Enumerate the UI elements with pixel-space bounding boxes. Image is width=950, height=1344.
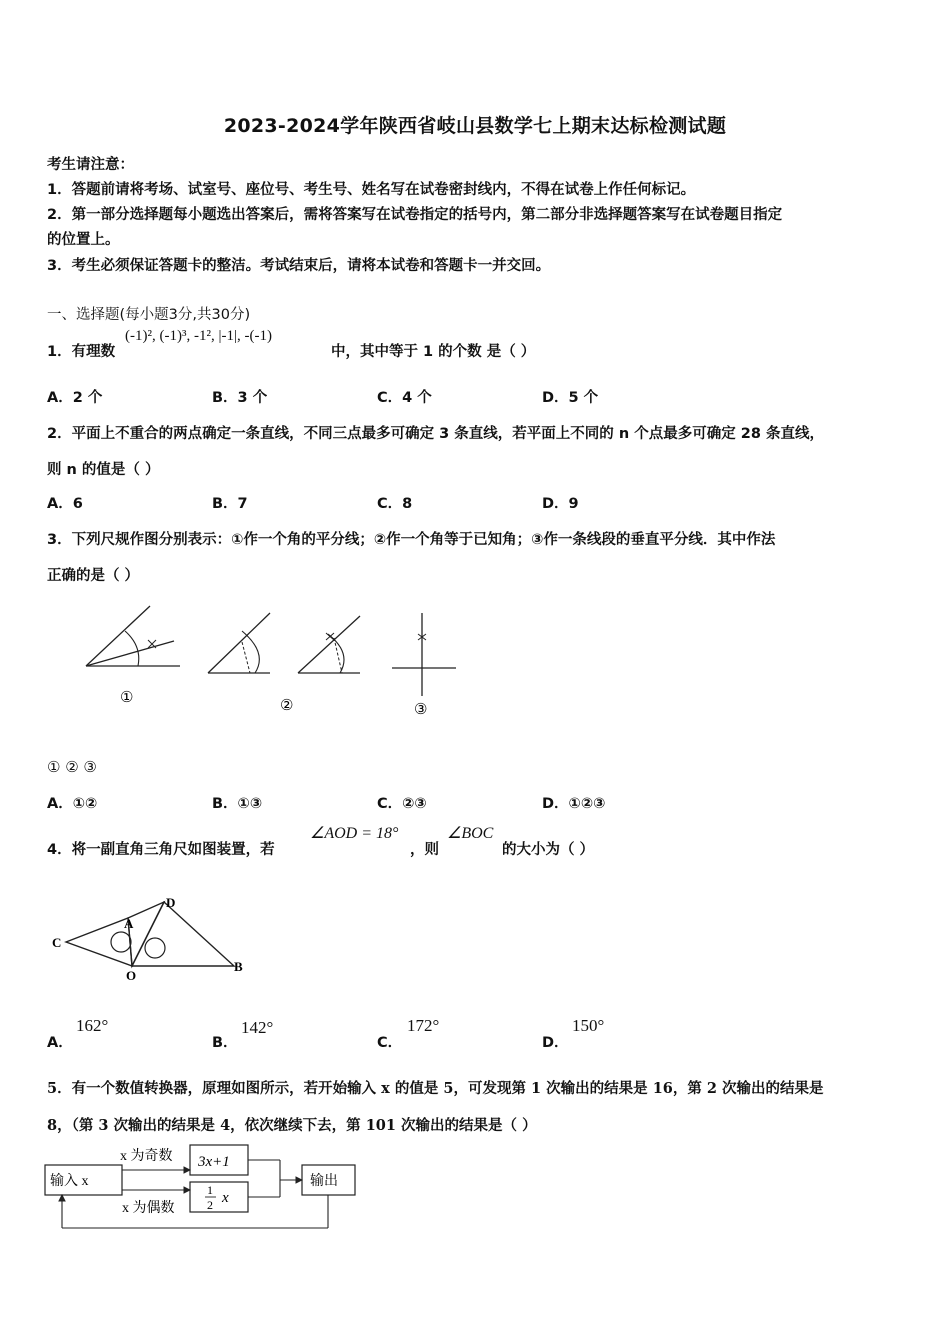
q4-angle-boc: ∠BOC <box>447 825 494 842</box>
q4-mid: ，则 <box>410 842 439 858</box>
q1-option-a: A．2 个 <box>47 390 103 406</box>
q1-option-d: D．5 个 <box>542 390 599 406</box>
notice-item-2: 2．第一部分选择题每小题选出答案后，需将答案写在试卷指定的括号内，第二部分非选择题答案写在试卷题目指定 <box>47 207 783 223</box>
flow-odd-label: x 为奇数 <box>120 1149 173 1164</box>
vertex-c: C <box>52 935 62 950</box>
q1-suffix: 中，其中等于 1 的个数 是（ ） <box>331 344 536 360</box>
figure-3-label: ③ <box>414 702 428 718</box>
q1-option-b: B．3 个 <box>212 390 268 406</box>
q4-option-c-letter: C． <box>377 1035 403 1051</box>
flow-even-num: 1 <box>207 1183 213 1197</box>
notice-item-1: 1．答题前请将考场、试室号、座位号、考生号、姓名写在试卷密封线内，不得在试卷上作任何标记。 <box>47 182 696 198</box>
vertex-a: A <box>124 916 134 931</box>
q1-option-c: C．4 个 <box>377 390 432 406</box>
q4-option-a-value: 162° <box>76 1016 109 1035</box>
notice-item-2-cont: 的位置上。 <box>47 232 120 248</box>
q3-option-b: B．①③ <box>212 796 263 812</box>
figure-4-perpendicular-bisector <box>392 613 456 718</box>
figure-2-copy-angle <box>208 613 293 714</box>
flow-even-var: x <box>222 1190 229 1206</box>
q2-option-d: D．9 <box>542 496 579 512</box>
flow-odd-formula: 3x+1 <box>198 1154 230 1170</box>
page-title: 2023-2024学年陕西省岐山县数学七上期末达标检测试题 <box>223 115 727 137</box>
vertex-o: O <box>126 968 137 983</box>
q4-prefix: 4．将一副直角三角尺如图装置，若 <box>47 842 275 858</box>
flow-even-label: x 为偶数 <box>122 1201 175 1216</box>
q3-line-1: 3．下列尺规作图分别表示：①作一个角的平分线；②作一个角等于已知角；③作一条线段的垂直平分线．其中作法 <box>47 532 776 548</box>
figure-1-label: ① <box>120 690 134 706</box>
q3-construction-figures <box>70 598 470 723</box>
q1-prefix: 1．有理数 <box>47 344 116 360</box>
flow-even-den: 2 <box>207 1198 213 1212</box>
figure-1-angle-bisector <box>86 606 180 706</box>
q5-flowchart <box>40 1140 370 1235</box>
q4-option-d-letter: D． <box>542 1035 569 1051</box>
section-heading: 一、选择题(每小题3分,共30分) <box>47 307 251 323</box>
vertex-d: D <box>166 895 176 910</box>
q2-option-c: C．8 <box>377 496 413 512</box>
q5-line-2: 8，（第 3 次输出的结果是 4，依次继续下去，第 101 次输出的结果是（ ） <box>47 1117 537 1134</box>
q2-line-1: 2．平面上不重合的两点确定一条直线，不同三点最多可确定 3 条直线，若平面上不同的 n 个点最多可确定 28 条直线， <box>47 426 824 442</box>
figure-3-angle <box>298 616 360 673</box>
q3-line-2: 正确的是（ ） <box>47 568 140 584</box>
flow-output-label: 输出 <box>310 1174 338 1189</box>
q3-sub-labels: ① ② ③ <box>47 758 97 776</box>
notice-item-3: 3．考生必须保证答题卡的整洁。考试结束后，请将本试卷和答题卡一并交回。 <box>47 258 551 274</box>
q2-option-a: A．6 <box>47 496 83 512</box>
figure-2-label: ② <box>280 698 294 714</box>
notice-heading: 考生请注意： <box>47 157 134 173</box>
q3-option-d: D．①②③ <box>542 796 606 812</box>
q4-option-d-value: 150° <box>572 1016 605 1035</box>
q4-triangle-figure <box>48 890 253 985</box>
vertex-b: B <box>234 959 243 974</box>
q4-option-b-value: 142° <box>241 1018 274 1037</box>
q4-angle-aod: ∠AOD = 18° <box>310 825 399 842</box>
q5-line-1: 5．有一个数值转换器，原理如图所示，若开始输入 x 的值是 5，可发现第 1 次输出的结果是 16，第 2 次输出的结果是 <box>47 1080 824 1097</box>
q3-option-a: A．①② <box>47 796 98 812</box>
q4-option-b-letter: B． <box>212 1035 238 1051</box>
q4-suffix: 的大小为（ ） <box>502 842 595 858</box>
q3-option-c: C．②③ <box>377 796 427 812</box>
q4-option-c-value: 172° <box>407 1016 440 1035</box>
q2-option-b: B．7 <box>212 496 248 512</box>
q4-option-a-letter: A． <box>47 1035 73 1051</box>
q1-expression: (-1)², (-1)³, -1², |-1|, -(-1) <box>125 328 272 344</box>
flow-input-label: 输入 x <box>50 1174 89 1189</box>
q2-line-2: 则 n 的值是（ ） <box>47 462 160 478</box>
